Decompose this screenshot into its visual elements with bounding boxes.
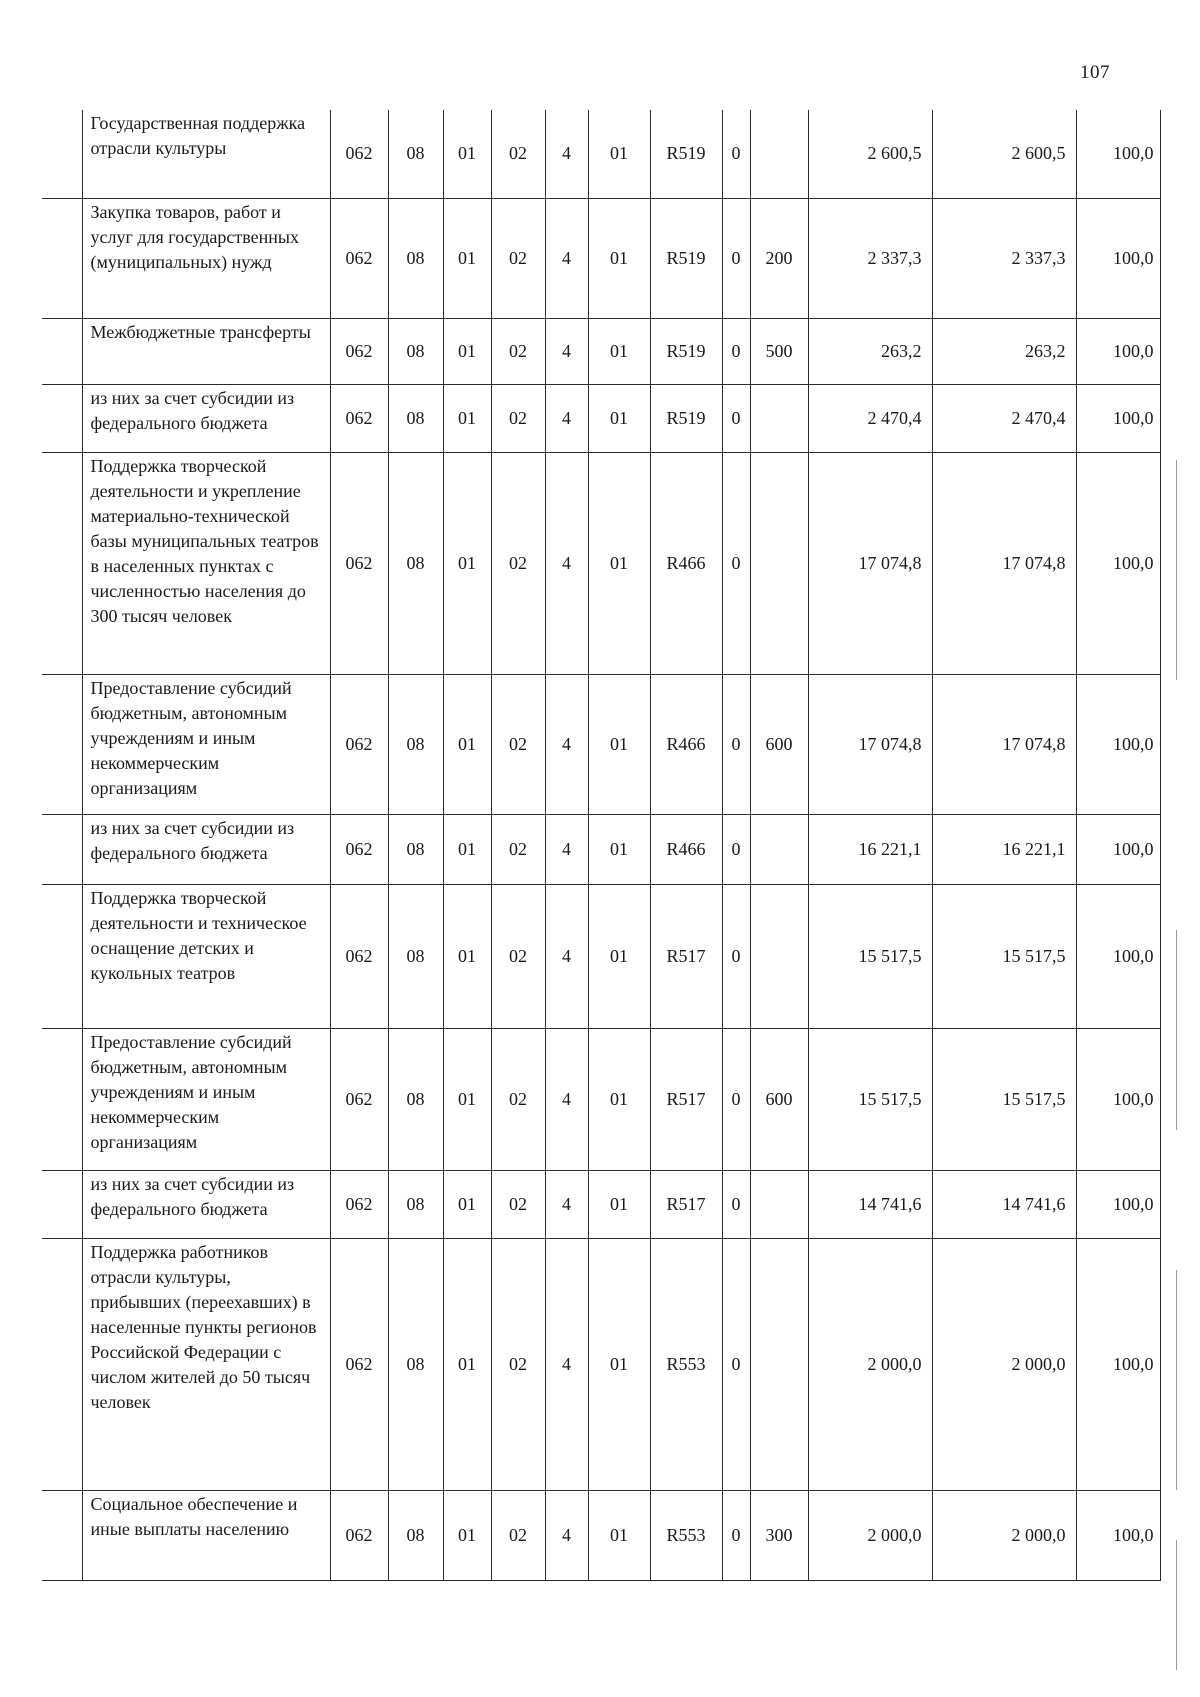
ministry-code-cell: 062 [330, 1490, 388, 1580]
program-code-cell: 02 [491, 814, 545, 884]
main-event-code-cell: 01 [588, 318, 650, 384]
direction-code-cell: R517 [650, 884, 722, 1028]
page-number: 107 [1080, 62, 1110, 83]
item-name-cell: из них за счет субсидии из федерального бюджета [82, 814, 330, 884]
section-code-cell: 08 [388, 1170, 443, 1238]
main-event-code-cell: 01 [588, 384, 650, 452]
program-code-cell: 02 [491, 384, 545, 452]
subsection-code-cell: 01 [443, 884, 491, 1028]
program-code-cell: 02 [491, 1238, 545, 1490]
percent-cell: 100,0 [1076, 198, 1160, 318]
executed-amount-cell: 16 221,1 [932, 814, 1076, 884]
subprogram-code-cell: 4 [545, 674, 588, 814]
subprogram-code-cell: 4 [545, 452, 588, 674]
direction-code-cell: R553 [650, 1490, 722, 1580]
ministry-code-cell: 062 [330, 384, 388, 452]
scan-margin-mark [1176, 1540, 1177, 1670]
program-code-cell: 02 [491, 884, 545, 1028]
program-code-cell: 02 [491, 318, 545, 384]
sub-direction-code-cell: 0 [722, 1028, 750, 1170]
section-code-cell: 08 [388, 884, 443, 1028]
expense-type-cell: 300 [750, 1490, 808, 1580]
table-row [42, 1490, 1160, 1580]
table-row [42, 884, 1160, 1028]
section-code-cell: 08 [388, 1028, 443, 1170]
section-code-cell: 08 [388, 1490, 443, 1580]
ministry-code-cell: 062 [330, 1028, 388, 1170]
sub-direction-code-cell: 0 [722, 814, 750, 884]
executed-amount-cell: 2 337,3 [932, 198, 1076, 318]
row-number-cell [42, 814, 82, 884]
item-name-cell: Социальное обеспечение и иные выплаты населению [82, 1490, 330, 1580]
section-code-cell: 08 [388, 452, 443, 674]
sub-direction-code-cell: 0 [722, 1490, 750, 1580]
row-number-cell [42, 110, 82, 198]
subsection-code-cell: 01 [443, 814, 491, 884]
program-code-cell: 02 [491, 1170, 545, 1238]
planned-amount-cell: 17 074,8 [808, 452, 932, 674]
item-name-cell: из них за счет субсидии из федерального бюджета [82, 1170, 330, 1238]
main-event-code-cell: 01 [588, 674, 650, 814]
subprogram-code-cell: 4 [545, 1490, 588, 1580]
planned-amount-cell: 16 221,1 [808, 814, 932, 884]
subprogram-code-cell: 4 [545, 1170, 588, 1238]
row-number-cell [42, 318, 82, 384]
subprogram-code-cell: 4 [545, 884, 588, 1028]
main-event-code-cell: 01 [588, 1170, 650, 1238]
percent-cell: 100,0 [1076, 452, 1160, 674]
program-code-cell: 02 [491, 1490, 545, 1580]
percent-cell: 100,0 [1076, 110, 1160, 198]
section-code-cell: 08 [388, 674, 443, 814]
percent-cell: 100,0 [1076, 1490, 1160, 1580]
scan-margin-mark [1176, 930, 1177, 1130]
row-number-cell [42, 198, 82, 318]
row-number-cell [42, 1238, 82, 1490]
executed-amount-cell: 2 000,0 [932, 1490, 1076, 1580]
table-row [42, 814, 1160, 884]
sub-direction-code-cell: 0 [722, 674, 750, 814]
planned-amount-cell: 263,2 [808, 318, 932, 384]
program-code-cell: 02 [491, 452, 545, 674]
direction-code-cell: R553 [650, 1238, 722, 1490]
subsection-code-cell: 01 [443, 674, 491, 814]
table-row [42, 384, 1160, 452]
row-number-cell [42, 1490, 82, 1580]
item-name-cell: Межбюджетные трансферты [82, 318, 330, 384]
expense-type-cell [750, 1238, 808, 1490]
planned-amount-cell: 2 000,0 [808, 1490, 932, 1580]
ministry-code-cell: 062 [330, 198, 388, 318]
executed-amount-cell: 17 074,8 [932, 674, 1076, 814]
subsection-code-cell: 01 [443, 318, 491, 384]
section-code-cell: 08 [388, 1238, 443, 1490]
expense-type-cell: 600 [750, 674, 808, 814]
executed-amount-cell: 15 517,5 [932, 1028, 1076, 1170]
sub-direction-code-cell: 0 [722, 318, 750, 384]
main-event-code-cell: 01 [588, 198, 650, 318]
item-name-cell: Предоставление субсидий бюджетным, автономным учреждениям и иным некоммерческим организациям [82, 1028, 330, 1170]
main-event-code-cell: 01 [588, 1238, 650, 1490]
direction-code-cell: R466 [650, 674, 722, 814]
sub-direction-code-cell: 0 [722, 110, 750, 198]
table-row [42, 1028, 1160, 1170]
percent-cell: 100,0 [1076, 1238, 1160, 1490]
subsection-code-cell: 01 [443, 1490, 491, 1580]
ministry-code-cell: 062 [330, 318, 388, 384]
sub-direction-code-cell: 0 [722, 1170, 750, 1238]
scan-margin-mark [1176, 1270, 1177, 1490]
executed-amount-cell: 2 470,4 [932, 384, 1076, 452]
section-code-cell: 08 [388, 110, 443, 198]
main-event-code-cell: 01 [588, 1490, 650, 1580]
table-row [42, 318, 1160, 384]
percent-cell: 100,0 [1076, 1170, 1160, 1238]
subprogram-code-cell: 4 [545, 384, 588, 452]
expense-type-cell: 600 [750, 1028, 808, 1170]
item-name-cell: Поддержка творческой деятельности и укрепление материально-технической базы муниципальных театров в населенных пунктах с численностью населения до 300 тысяч человек [82, 452, 330, 674]
executed-amount-cell: 15 517,5 [932, 884, 1076, 1028]
percent-cell: 100,0 [1076, 884, 1160, 1028]
percent-cell: 100,0 [1076, 318, 1160, 384]
main-event-code-cell: 01 [588, 814, 650, 884]
table-row [42, 110, 1160, 198]
main-event-code-cell: 01 [588, 1028, 650, 1170]
percent-cell: 100,0 [1076, 384, 1160, 452]
executed-amount-cell: 17 074,8 [932, 452, 1076, 674]
sub-direction-code-cell: 0 [722, 1238, 750, 1490]
expense-type-cell [750, 384, 808, 452]
subprogram-code-cell: 4 [545, 110, 588, 198]
item-name-cell: Поддержка работников отрасли культуры, прибывших (переехавших) в населенные пункты регионов Российской Федерации с числом жителей до 50 тысяч человек [82, 1238, 330, 1490]
planned-amount-cell: 2 600,5 [808, 110, 932, 198]
sub-direction-code-cell: 0 [722, 452, 750, 674]
planned-amount-cell: 2 337,3 [808, 198, 932, 318]
item-name-cell: Предоставление субсидий бюджетным, автономным учреждениям и иным некоммерческим организациям [82, 674, 330, 814]
subprogram-code-cell: 4 [545, 814, 588, 884]
planned-amount-cell: 14 741,6 [808, 1170, 932, 1238]
program-code-cell: 02 [491, 198, 545, 318]
ministry-code-cell: 062 [330, 814, 388, 884]
subprogram-code-cell: 4 [545, 1238, 588, 1490]
expense-type-cell: 200 [750, 198, 808, 318]
executed-amount-cell: 14 741,6 [932, 1170, 1076, 1238]
subsection-code-cell: 01 [443, 452, 491, 674]
budget-table [42, 110, 1161, 1581]
row-number-cell [42, 384, 82, 452]
subsection-code-cell: 01 [443, 1170, 491, 1238]
executed-amount-cell: 263,2 [932, 318, 1076, 384]
percent-cell: 100,0 [1076, 1028, 1160, 1170]
ministry-code-cell: 062 [330, 110, 388, 198]
direction-code-cell: R466 [650, 814, 722, 884]
percent-cell: 100,0 [1076, 674, 1160, 814]
subsection-code-cell: 01 [443, 1238, 491, 1490]
row-number-cell [42, 884, 82, 1028]
percent-cell: 100,0 [1076, 814, 1160, 884]
row-number-cell [42, 1028, 82, 1170]
ministry-code-cell: 062 [330, 452, 388, 674]
expense-type-cell [750, 110, 808, 198]
table-body [42, 110, 1160, 1580]
item-name-cell: из них за счет субсидии из федерального бюджета [82, 384, 330, 452]
scan-margin-mark [1176, 460, 1177, 680]
row-number-cell [42, 1170, 82, 1238]
subprogram-code-cell: 4 [545, 198, 588, 318]
expense-type-cell [750, 884, 808, 1028]
executed-amount-cell: 2 000,0 [932, 1238, 1076, 1490]
table-row [42, 1238, 1160, 1490]
program-code-cell: 02 [491, 110, 545, 198]
program-code-cell: 02 [491, 1028, 545, 1170]
item-name-cell: Поддержка творческой деятельности и техническое оснащение детских и кукольных театров [82, 884, 330, 1028]
direction-code-cell: R519 [650, 198, 722, 318]
program-code-cell: 02 [491, 674, 545, 814]
subsection-code-cell: 01 [443, 1028, 491, 1170]
planned-amount-cell: 15 517,5 [808, 1028, 932, 1170]
row-number-cell [42, 674, 82, 814]
expense-type-cell [750, 814, 808, 884]
table-row [42, 452, 1160, 674]
direction-code-cell: R517 [650, 1170, 722, 1238]
planned-amount-cell: 15 517,5 [808, 884, 932, 1028]
main-event-code-cell: 01 [588, 110, 650, 198]
row-number-cell [42, 452, 82, 674]
direction-code-cell: R517 [650, 1028, 722, 1170]
item-name-cell: Закупка товаров, работ и услуг для государственных (муниципальных) нужд [82, 198, 330, 318]
sub-direction-code-cell: 0 [722, 198, 750, 318]
subsection-code-cell: 01 [443, 110, 491, 198]
main-event-code-cell: 01 [588, 452, 650, 674]
ministry-code-cell: 062 [330, 674, 388, 814]
subprogram-code-cell: 4 [545, 318, 588, 384]
section-code-cell: 08 [388, 318, 443, 384]
planned-amount-cell: 17 074,8 [808, 674, 932, 814]
sub-direction-code-cell: 0 [722, 884, 750, 1028]
item-name-cell: Государственная поддержка отрасли культуры [82, 110, 330, 198]
direction-code-cell: R466 [650, 452, 722, 674]
ministry-code-cell: 062 [330, 1170, 388, 1238]
executed-amount-cell: 2 600,5 [932, 110, 1076, 198]
table-row [42, 1170, 1160, 1238]
ministry-code-cell: 062 [330, 884, 388, 1028]
sub-direction-code-cell: 0 [722, 384, 750, 452]
planned-amount-cell: 2 000,0 [808, 1238, 932, 1490]
table-row [42, 674, 1160, 814]
expense-type-cell: 500 [750, 318, 808, 384]
expense-type-cell [750, 1170, 808, 1238]
section-code-cell: 08 [388, 198, 443, 318]
direction-code-cell: R519 [650, 110, 722, 198]
subsection-code-cell: 01 [443, 384, 491, 452]
expense-type-cell [750, 452, 808, 674]
section-code-cell: 08 [388, 384, 443, 452]
main-event-code-cell: 01 [588, 884, 650, 1028]
direction-code-cell: R519 [650, 318, 722, 384]
planned-amount-cell: 2 470,4 [808, 384, 932, 452]
table-row [42, 198, 1160, 318]
subprogram-code-cell: 4 [545, 1028, 588, 1170]
direction-code-cell: R519 [650, 384, 722, 452]
ministry-code-cell: 062 [330, 1238, 388, 1490]
subsection-code-cell: 01 [443, 198, 491, 318]
section-code-cell: 08 [388, 814, 443, 884]
